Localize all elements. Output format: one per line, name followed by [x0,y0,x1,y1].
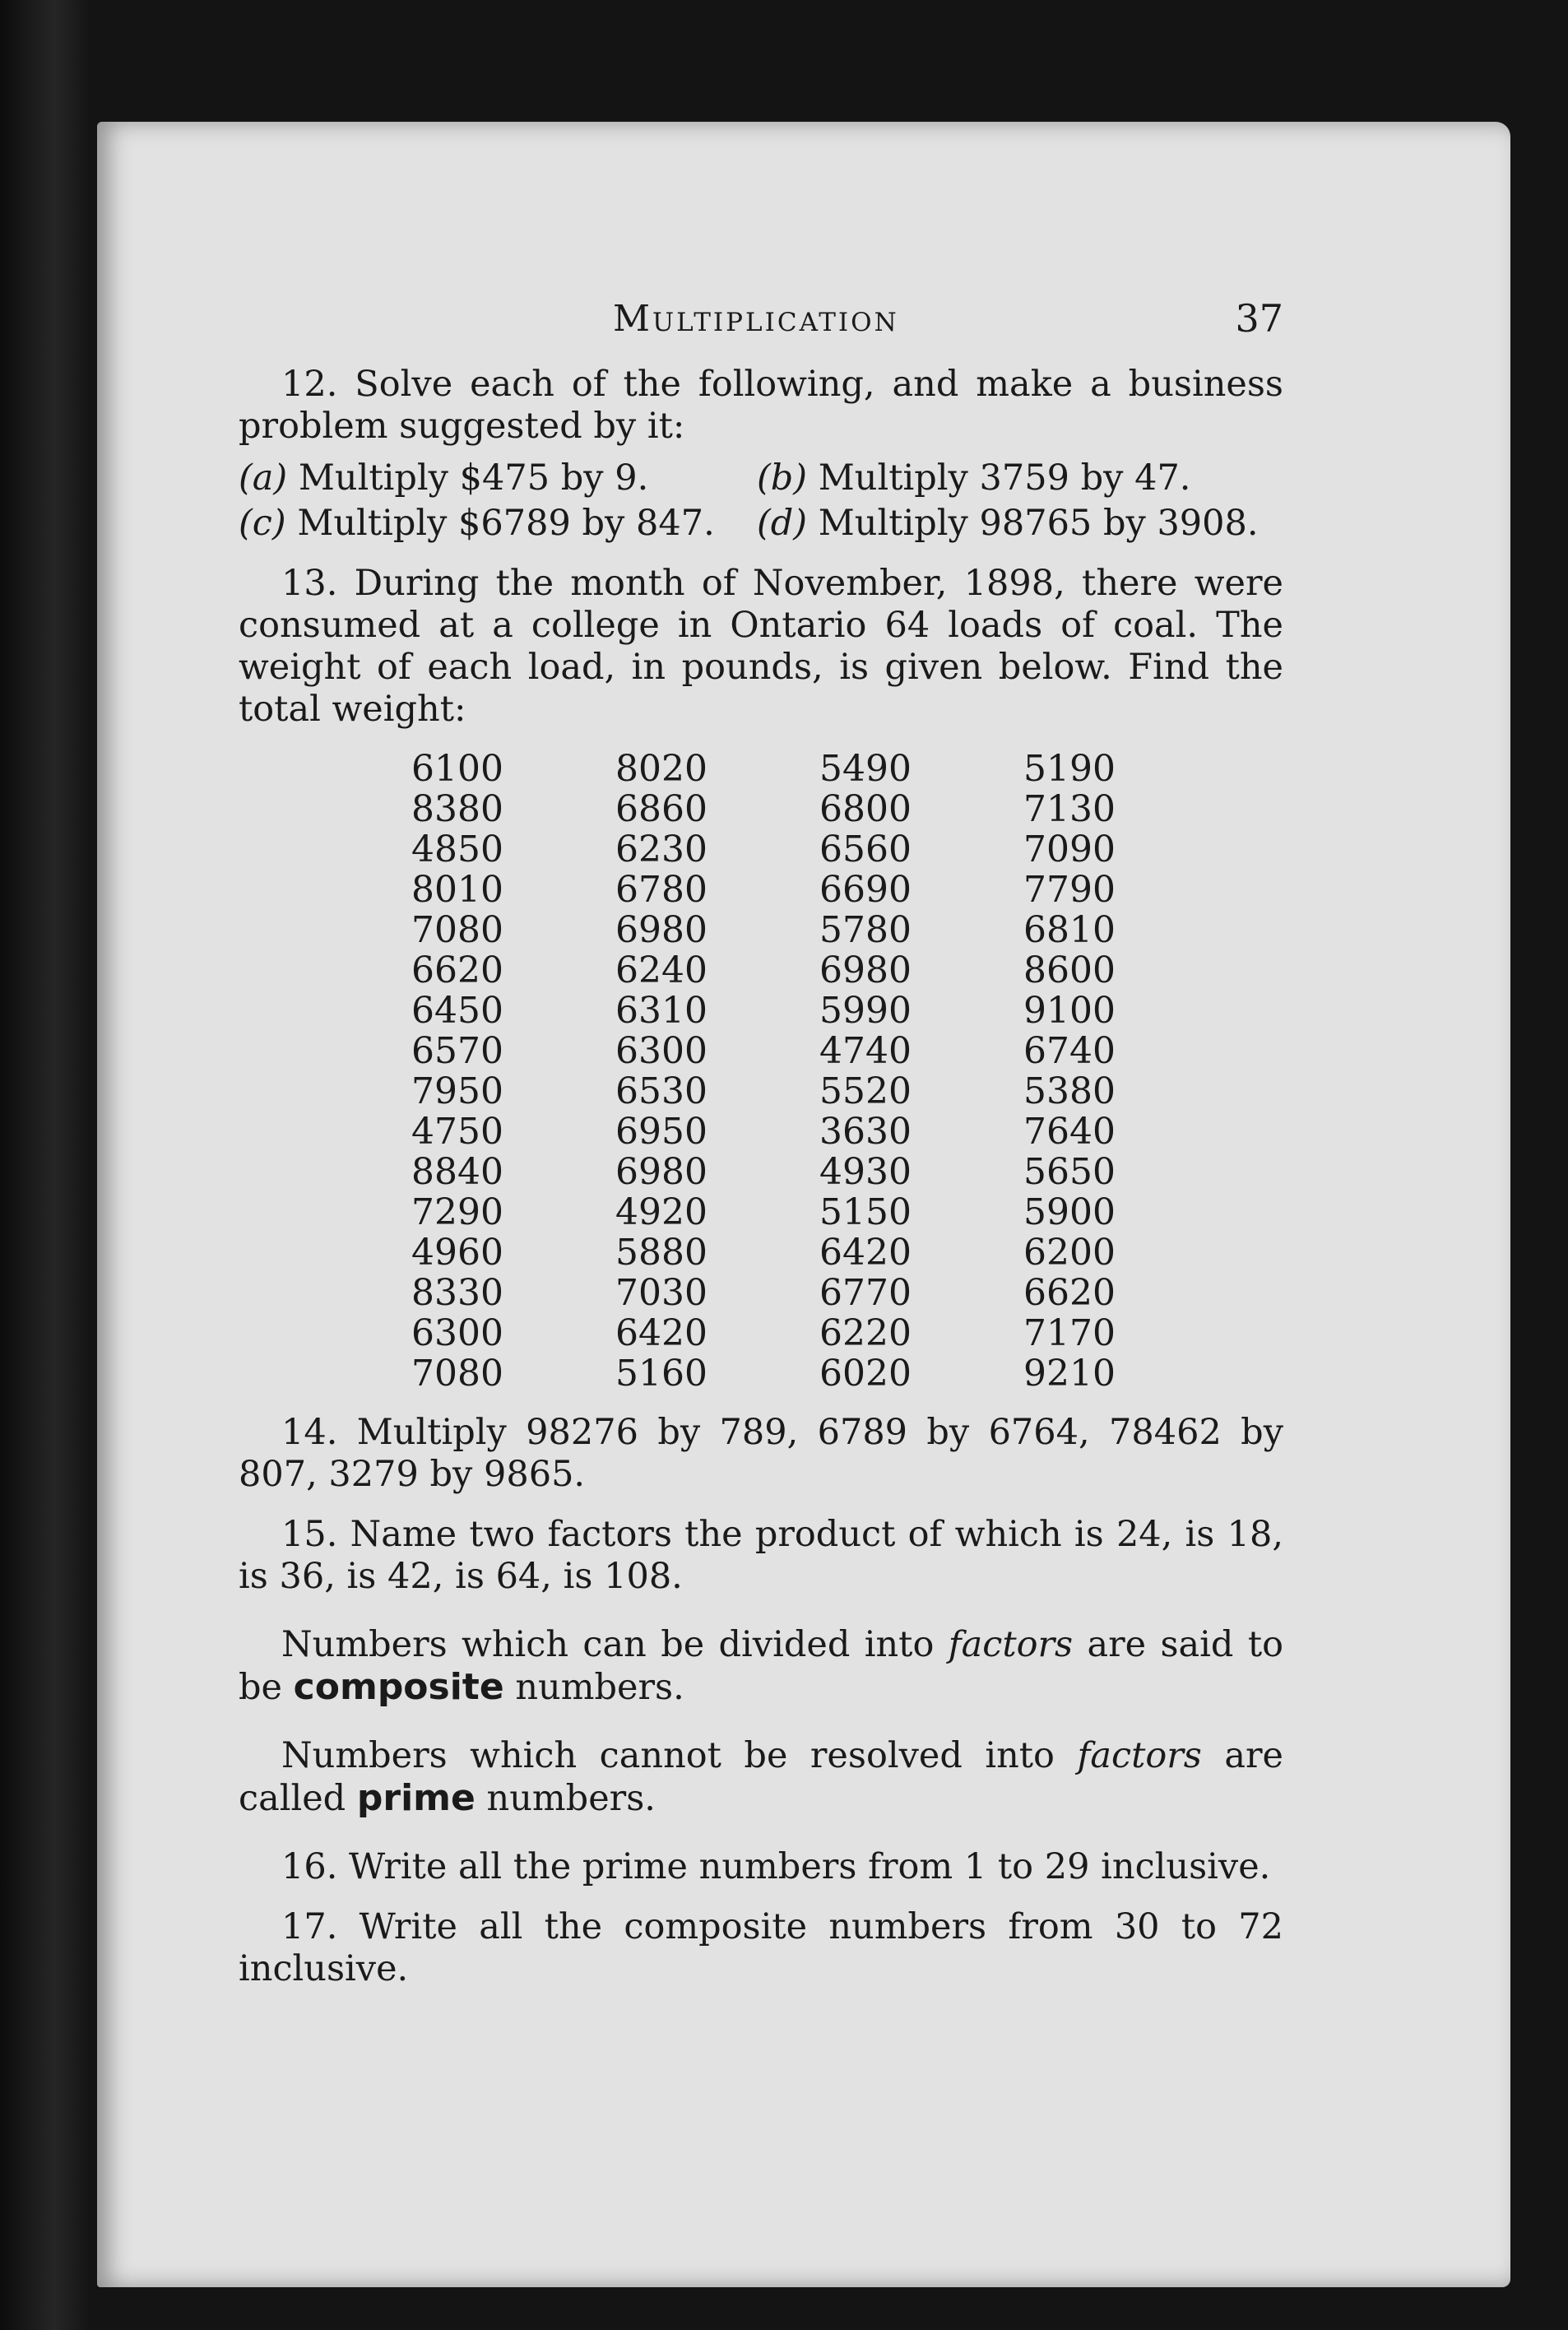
table-cell: 6100 [411,748,503,790]
table-cell: 5490 [819,748,912,790]
table-cell: 8380 [411,788,503,830]
table-cell: 6220 [819,1312,912,1354]
table-cell: 4930 [819,1151,912,1193]
problem-17-text: 17. Write all the composite numbers from 30 to 72 inclusive. [239,1906,1283,1989]
table-cell: 6450 [411,990,503,1032]
table-cell: 4920 [615,1191,707,1233]
table-cell: 4740 [819,1030,912,1072]
book-spine-shadow [0,0,90,2330]
table-cell: 6980 [615,909,707,951]
problem-15-text: 15. Name two factors the product of which is 24, is 18, is 36, is 42, is 64, is 108. [239,1514,1283,1597]
problem-12-part: (a) Multiply $475 by 9. [239,457,649,499]
table-cell: 7130 [1023,788,1116,830]
table-cell: 7640 [1023,1111,1116,1153]
table-cell: 6530 [615,1070,707,1112]
prime-term: prime [356,1777,476,1819]
table-cell: 5190 [1023,748,1116,790]
composite-definition: Numbers which can be divided into factors are said to be composite numbers. [239,1624,1283,1708]
table-column [615,749,819,1394]
table-cell: 7790 [1023,869,1116,911]
table-cell: 8020 [615,748,707,790]
table-cell: 6560 [819,828,912,870]
page-number: 37 [1235,296,1283,341]
table-cell: 3630 [819,1111,912,1153]
problem-12-part: (b) Multiply 3759 by 47. [757,457,1191,499]
table-cell: 7090 [1023,828,1116,870]
table-cell: 5380 [1023,1070,1116,1112]
table-cell: 6860 [615,788,707,830]
table-cell: 6950 [615,1111,707,1153]
table-cell: 6300 [615,1030,707,1072]
table-cell: 7080 [411,1353,503,1395]
table-cell: 6690 [819,869,912,911]
coal-weights-table [411,749,1283,1394]
table-cell: 6020 [819,1353,912,1395]
table-cell: 6620 [411,949,503,991]
table-cell: 6200 [1023,1232,1116,1274]
table-cell: 6620 [1023,1272,1116,1314]
table-cell: 5990 [819,990,912,1032]
table-cell: 7170 [1023,1312,1116,1354]
table-cell: 6740 [1023,1030,1116,1072]
table-cell: 6240 [615,949,707,991]
table-cell: 8840 [411,1151,503,1193]
problem-14-text: 14. Multiply 98276 by 789, 6789 by 6764, 78462 by 807, 3279 by 9865. [239,1412,1283,1495]
table-cell: 6300 [411,1312,503,1354]
table-cell: 6780 [615,869,707,911]
table-cell: 7290 [411,1191,503,1233]
composite-term: composite [293,1666,504,1708]
table-cell: 6420 [615,1312,707,1354]
table-cell: 6980 [615,1151,707,1193]
table-cell: 6770 [819,1272,912,1314]
problem-12-intro: 12. Solve each of the following, and make a business problem suggested by it: [239,364,1283,447]
table-cell: 4850 [411,828,503,870]
table-cell: 6310 [615,990,707,1032]
running-header [239,288,1283,346]
table-cell: 7950 [411,1070,503,1112]
table-cell: 7030 [615,1272,707,1314]
table-cell: 8010 [411,869,503,911]
table-cell: 7080 [411,909,503,951]
table-cell: 5880 [615,1232,707,1274]
table-cell: 5650 [1023,1151,1116,1193]
table-cell: 9210 [1023,1353,1116,1395]
table-column [411,749,615,1394]
table-cell: 5900 [1023,1191,1116,1233]
table-cell: 6420 [819,1232,912,1274]
table-cell: 4750 [411,1111,503,1153]
table-cell: 6230 [615,828,707,870]
chapter-title: Multiplication [613,298,899,340]
table-cell: 9100 [1023,990,1116,1032]
table-cell: 8600 [1023,949,1116,991]
table-cell: 4960 [411,1232,503,1274]
prime-definition: Numbers which cannot be resolved into factors are called prime numbers. [239,1735,1283,1819]
table-cell: 8330 [411,1272,503,1314]
table-cell: 5150 [819,1191,912,1233]
table-cell: 6980 [819,949,912,991]
table-cell: 6800 [819,788,912,830]
problem-12-parts [239,457,1283,545]
table-cell: 5520 [819,1070,912,1112]
problem-13-text: 13. During the month of November, 1898, there were consumed at a college in Ontario 64 loads of coal. The weight of each load, in pounds, is given below. Find the total weight: [239,563,1283,730]
table-column [819,749,1023,1394]
table-cell: 5780 [819,909,912,951]
problem-12-part: (c) Multiply $6789 by 847. [239,503,715,544]
table-cell: 6570 [411,1030,503,1072]
table-cell: 6810 [1023,909,1116,951]
table-column [1023,749,1227,1394]
page-content [239,288,1283,1990]
problem-12-part: (d) Multiply 98765 by 3908. [757,503,1259,544]
table-cell: 5160 [615,1353,707,1395]
problem-16-text: 16. Write all the prime numbers from 1 to 29 inclusive. [281,1846,1271,1887]
